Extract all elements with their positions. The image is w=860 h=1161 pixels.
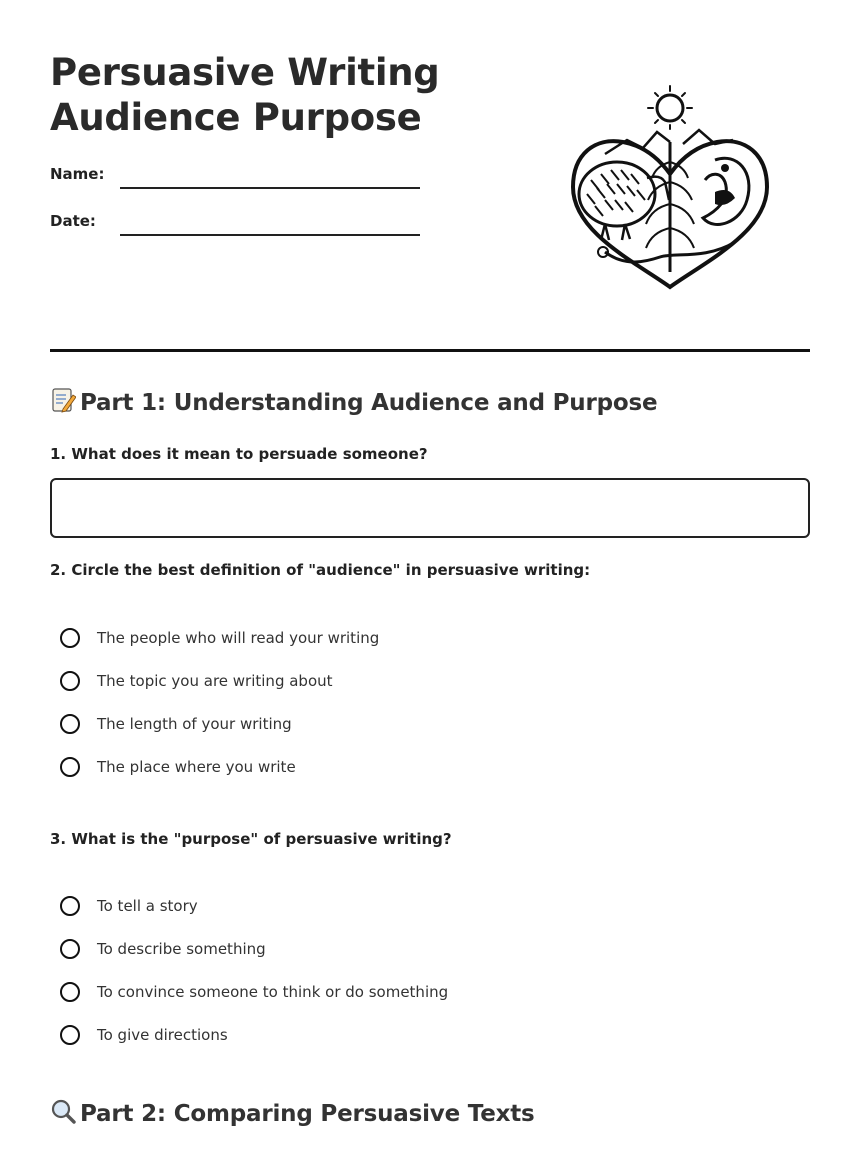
question-1-answer-box[interactable] bbox=[50, 478, 810, 538]
q3-option[interactable] bbox=[60, 893, 198, 919]
radio-circle[interactable] bbox=[60, 896, 80, 916]
title-line-1: Persuasive Writing bbox=[50, 51, 440, 94]
question-3: 3. What is the "purpose" of persuasive writing? bbox=[50, 830, 452, 848]
q2-option[interactable] bbox=[60, 625, 379, 651]
question-2: 2. Circle the best definition of "audience" in persuasive writing: bbox=[50, 561, 591, 579]
radio-circle[interactable] bbox=[60, 714, 80, 734]
radio-circle[interactable] bbox=[60, 939, 80, 959]
radio-circle[interactable] bbox=[60, 628, 80, 648]
option-label: The people who will read your writing bbox=[97, 629, 380, 647]
q2-option[interactable] bbox=[60, 711, 292, 737]
question-1: 1. What does it mean to persuade someone? bbox=[50, 445, 428, 463]
name-label: Name: bbox=[50, 165, 105, 183]
q3-option[interactable] bbox=[60, 936, 266, 962]
radio-circle[interactable] bbox=[60, 757, 80, 777]
option-label: The place where you write bbox=[97, 758, 296, 776]
part1-title bbox=[50, 387, 657, 419]
q2-option[interactable] bbox=[60, 754, 296, 780]
header-divider bbox=[50, 349, 810, 352]
radio-circle[interactable] bbox=[60, 671, 80, 691]
kiwi-fern-emblem-icon bbox=[565, 82, 775, 294]
radio-circle[interactable] bbox=[60, 1025, 80, 1045]
memo-icon bbox=[50, 387, 80, 419]
option-label: To tell a story bbox=[97, 897, 198, 915]
option-label: To convince someone to think or do something bbox=[97, 983, 449, 1001]
date-field-line[interactable] bbox=[120, 234, 420, 236]
name-field-line[interactable] bbox=[120, 187, 420, 189]
part2-title bbox=[50, 1098, 535, 1130]
q3-option[interactable] bbox=[60, 979, 448, 1005]
part1-title-text: Part 1: Understanding Audience and Purpose bbox=[80, 390, 658, 416]
q3-option[interactable] bbox=[60, 1022, 228, 1048]
page-title bbox=[50, 50, 439, 140]
magnifying-glass-icon bbox=[50, 1098, 80, 1130]
radio-circle[interactable] bbox=[60, 982, 80, 1002]
date-label: Date: bbox=[50, 212, 96, 230]
option-label: To describe something bbox=[97, 940, 266, 958]
option-label: The length of your writing bbox=[97, 715, 292, 733]
option-label: The topic you are writing about bbox=[97, 672, 333, 690]
option-label: To give directions bbox=[97, 1026, 228, 1044]
part2-title-text: Part 2: Comparing Persuasive Texts bbox=[80, 1101, 535, 1127]
title-line-2: Audience Purpose bbox=[50, 96, 422, 139]
q2-option[interactable] bbox=[60, 668, 333, 694]
